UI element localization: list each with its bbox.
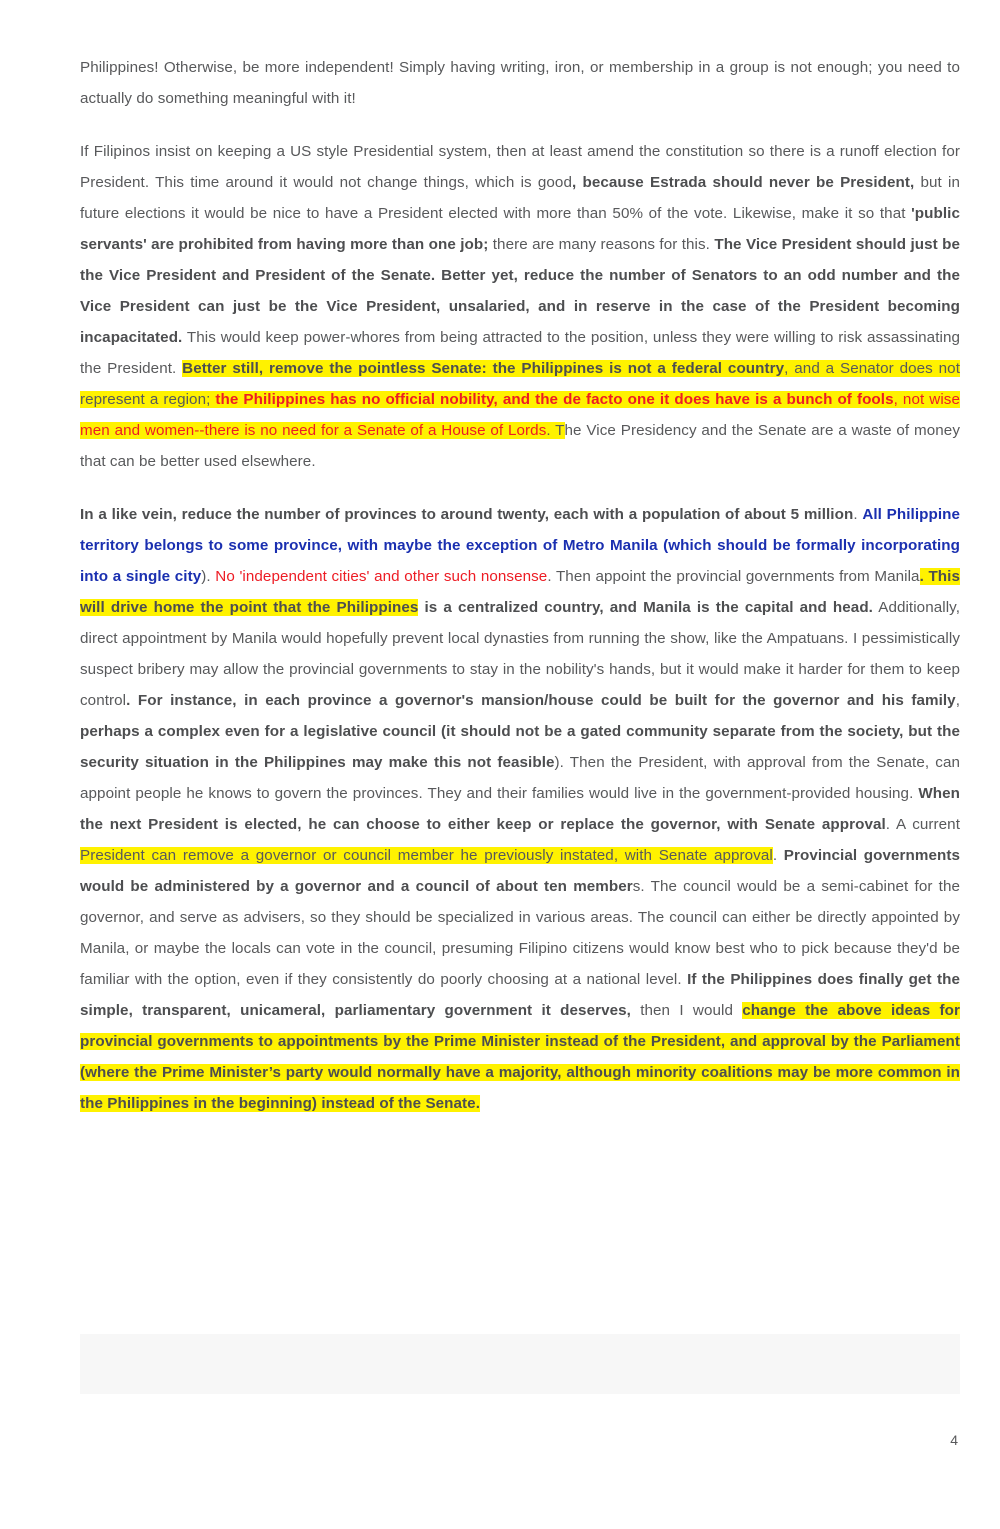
text-run: , not wise men and women--there is no need for a Senate of a House of Lords [80, 391, 960, 439]
text-run: the Philippines has no official nobility, and the de facto one it does have is a bunch of fools [215, 391, 894, 408]
text-run: , [955, 692, 960, 709]
page-number: 4 [950, 1432, 958, 1448]
text-run: Better still, remove the pointless Senate: the Philippines is not a federal country [182, 360, 785, 377]
text-run: Additionally, direct appointment by Manila would hopefully prevent local dynasties from running the show, like the Ampatuans. I pessimistically suspect bribery may allow the provincial governments to stay in the nobility's hands, but it would make it harder for them to keep control [80, 599, 960, 709]
text-run: . For instance, in each province a governor's mansion/house could be built for the governor and his family [126, 692, 956, 709]
text-run: If Filipinos insist on keeping a US style Presidential system, then at least amend the constitution so there is a runoff election for President. This time around it would not change things, which is good [80, 143, 960, 191]
text-run: In a like vein, reduce the number of provinces to around twenty, each with a population of about 5 million [80, 506, 854, 523]
text-run: s. The council would be a semi-cabinet for the governor, and serve as advisers, so they should be specialized in various areas. The council can either be directly appointed by Manila, or maybe the locals can vote in the council, presuming Filipino citizens would know best who to pick because they'd be familiar with the option, even if they consistently do poorly choosing at a national level. [80, 878, 960, 988]
footer-block [80, 1334, 960, 1394]
text-run: , because Estrada should never be President, [571, 174, 915, 191]
document-body [80, 52, 960, 1119]
text-run: . A current [885, 816, 961, 833]
text-run: This would keep power-whores from being attracted to the position, unless they were willing to risk assassinating the President. [80, 329, 960, 377]
text-run: The Vice President should just be the Vice President and President of the Senate. Better yet, reduce the number of Senators to an odd number and the Vice President can just be the Vice President, unsalaried, and in reserve in the case of the President becoming incapacitated. [80, 236, 960, 346]
text-run: If the Philippines does finally get the simple, transparent, unicameral, parliamentary government it deserves, [80, 971, 960, 1019]
text-run: President can remove a governor or council member he previously instated, with Senate approval [80, 847, 773, 864]
text-run: is a centralized country, and Manila is the capital and head. [418, 599, 873, 616]
text-run: but in future elections it would be nice to have a President elected with more than 50% of the vote. Likewise, make it so that [80, 174, 961, 222]
text-run: No 'independent cities' and other such nonsense [215, 568, 548, 585]
text-run: . Then appoint the provincial governments from Manila [547, 568, 920, 585]
text-run: Provincial governments would be administered by a governor and a council of about ten member [80, 847, 960, 895]
text-run: change the above ideas for provincial governments to appointments by the Prime Minister instead of the President, and approval by the Parliament (where the Prime Minister’s party would normally have a majority, although minority coalitions may be more common in the Philippines in the beginning) instead of the Senate. [80, 1002, 960, 1112]
text-run: then I would [630, 1002, 743, 1019]
text-run: , and a Senator does not represent a region; [80, 360, 961, 408]
text-run: . [853, 506, 863, 523]
text-run: 'public servants' are prohibited from having more than one job; [80, 205, 960, 253]
text-run: . [772, 847, 784, 864]
text-run: . T [546, 422, 565, 439]
text-run: . This will drive home the point that the Philippines [80, 568, 960, 616]
text-run: he Vice Presidency and the Senate are a waste of money that can be better used elsewhere. [80, 422, 960, 470]
paragraph-1 [80, 52, 960, 114]
text-run: When the next President is elected, he can choose to either keep or replace the governor, with Senate approval [80, 785, 960, 833]
text-run: there are many reasons for this. [488, 236, 715, 253]
text-run: All Philippine territory belongs to some province, with maybe the exception of Metro Manila (which should be formally incorporating into a single city [80, 506, 960, 585]
paragraph-3 [80, 499, 960, 1119]
text-run: Philippines! Otherwise, be more independent! Simply having writing, iron, or membership in a group is not enough; you need to actually do something meaningful with it! [80, 59, 960, 107]
paragraph-2 [80, 136, 960, 477]
text-run: ). Then the President, with approval from the Senate, can appoint people he knows to govern the provinces. They and their families would live in the government-provided housing. [80, 754, 960, 802]
text-run: ). [201, 568, 216, 585]
text-run: perhaps a complex even for a legislative council (it should not be a gated community separate from the society, but the security situation in the Philippines may make this not feasible [80, 723, 960, 771]
